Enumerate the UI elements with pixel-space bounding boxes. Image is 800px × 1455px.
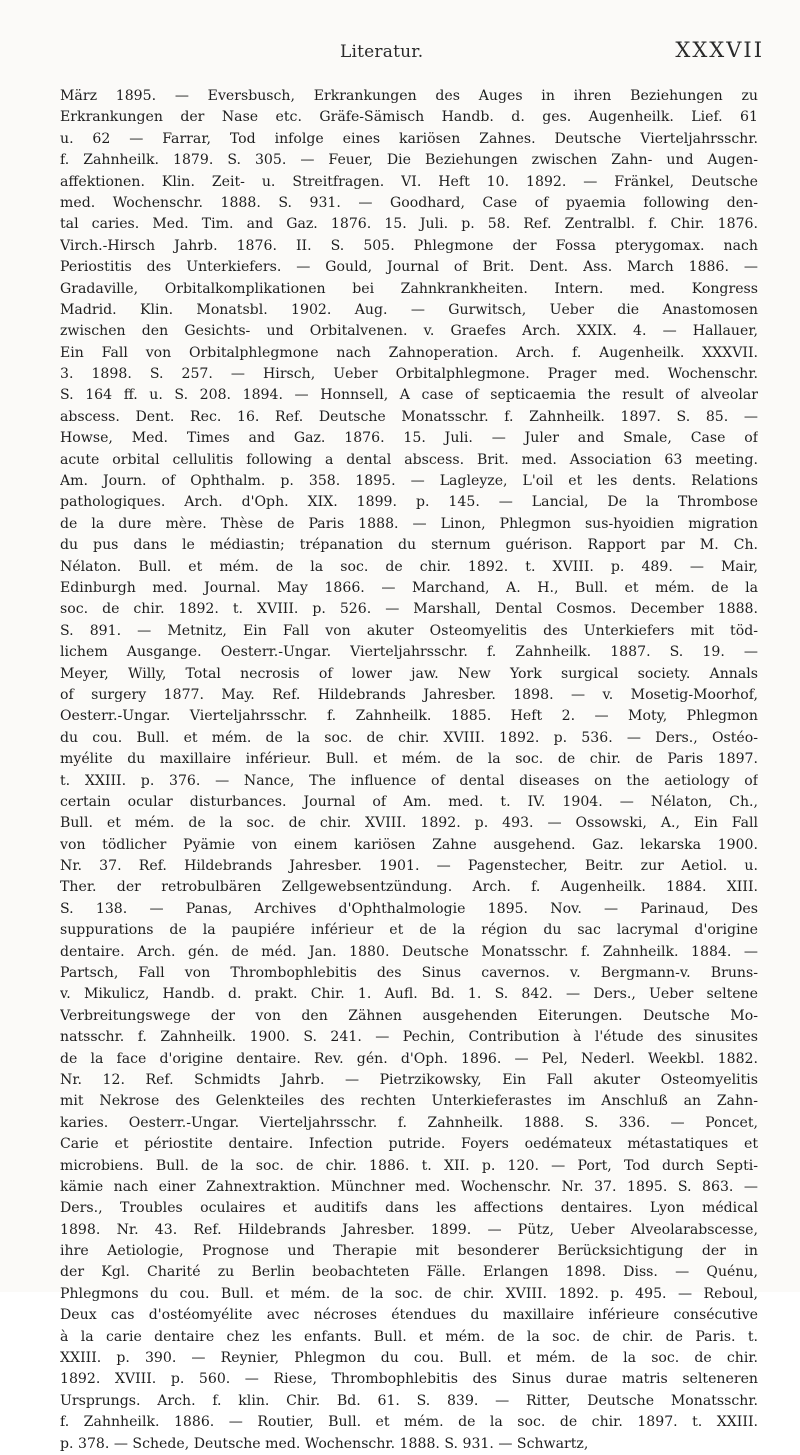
text-line: karies. Oesterr.-Ungar. Vierteljahrsschr. f. Zahnheilk. 1888. S. 336. — Poncet, [60,1114,758,1131]
text-line: Nélaton. Bull. et mém. de la soc. de chir. 1892. t. XVIII. p. 489. — Mair, [60,558,758,575]
text-line: affektionen. Klin. Zeit- u. Streitfragen. VI. Heft 10. 1892. — Fränkel, Deutsche [60,173,758,190]
text-line: Am. Journ. of Ophthalm. p. 358. 1895. — Lagleyze, L'oil et les dents. Relations [60,473,758,490]
text-line: de la dure mère. Thèse de Paris 1888. — Linon, Phlegmon sus-hyoidien migration [60,515,758,532]
text-line: Ursprungs. Arch. f. klin. Chir. Bd. 61. S. 839. — Ritter, Deutsche Monatsschr. [60,1392,758,1409]
text-line: p. 378. — Schede, Deutsche med. Wochenschr. 1888. S. 931. — Schwartz, [60,1435,589,1452]
text-line: Madrid. Klin. Monatsbl. 1902. Aug. — Gurwitsch, Ueber die Anastomosen [60,301,758,318]
text-line: Deux cas d'ostéomyélite avec nécroses étendues du maxillaire inférieure consécutive [60,1307,758,1324]
page-header [0,36,800,66]
text-line: von tödlicher Pyämie von einem kariösen Zahne ausgehend. Gaz. lekarska 1900. [60,836,758,853]
text-line: S. 138. — Panas, Archives d'Ophthalmologie 1895. Nov. — Parinaud, Des [60,900,758,917]
text-line: microbiens. Bull. de la soc. de chir. 1886. t. XII. p. 120. — Port, Tod durch Septi- [60,1157,758,1174]
text-line: Carie et périostite dentaire. Infection putride. Foyers oedémateux métastatiques et [60,1136,758,1153]
text-line: dentaire. Arch. gén. de méd. Jan. 1880. Deutsche Monatsschr. f. Zahnheilk. 1884. — [60,943,758,960]
page-number: XXXVII [675,38,764,62]
text-line: pathologiques. Arch. d'Oph. XIX. 1899. p. 145. — Lancial, De la Thrombose [60,494,758,511]
text-line: zwischen den Gesichts- und Orbitalvenen. v. Graefes Arch. XXIX. 4. — Hallauer, [60,323,758,340]
text-line: med. Wochenschr. 1888. S. 931. — Goodhard, Case of pyaemia following den- [60,194,758,211]
text-line: Nr. 37. Ref. Hildebrands Jahresber. 1901. — Pagenstecher, Beitr. zur Aetiol. u. [60,858,758,875]
text-line: f. Zahnheilk. 1879. S. 305. — Feuer, Die Beziehungen zwischen Zahn- und Augen- [60,152,758,169]
text-line: acute orbital cellulitis following a dental abscess. Brit. med. Association 63 meeting. [60,451,758,468]
text-line: à la carie dentaire chez les enfants. Bull. et mém. de la soc. de chir. de Paris. t. [60,1328,758,1345]
text-line: Howse, Med. Times and Gaz. 1876. 15. Juli. — Juler and Smale, Case of [60,430,758,447]
running-title: Literatur. [340,42,424,62]
text-line: Ein Fall von Orbitalphlegmone nach Zahnoperation. Arch. f. Augenheilk. XXXVII. [60,344,758,361]
text-line: Periostitis des Unterkiefers. — Gould, Journal of Brit. Dent. Ass. March 1886. — [60,259,758,276]
text-line: Verbreitungswege der von den Zähnen ausgehenden Eiterungen. Deutsche Mo- [60,1007,758,1024]
text-line: der Kgl. Charité zu Berlin beobachteten Fälle. Erlangen 1898. Diss. — Quénu, [60,1264,758,1281]
text-line: f. Zahnheilk. 1886. — Routier, Bull. et mém. de la soc. de chir. 1897. t. XXIII. [60,1414,758,1431]
text-line: de la face d'origine dentaire. Rev. gén. d'Oph. 1896. — Pel, Nederl. Weekbl. 1882. [60,1050,758,1067]
text-line: 1892. XVIII. p. 560. — Riese, Thrombophlebitis des Sinus durae matris selteneren [60,1371,758,1388]
text-line: Ders., Troubles oculaires et auditifs dans les affections dentaires. Lyon médical [60,1200,758,1217]
text-line: März 1895. — Eversbusch, Erkrankungen des Auges in ihren Beziehungen zu [60,88,758,104]
text-line: Bull. et mém. de la soc. de chir. XVIII. 1892. p. 493. — Ossowski, A., Ein Fall [60,815,758,832]
text-line: mit Nekrose des Gelenkteiles des rechten Unterkieferastes im Anschluß an Zahn- [60,1093,758,1110]
text-line: du cou. Bull. et mém. de la soc. de chir. XVIII. 1892. p. 536. — Ders., Ostéo- [60,729,758,746]
text-line: of surgery 1877. May. Ref. Hildebrands Jahresber. 1898. — v. Mosetig-Moorhof, [60,686,758,703]
text-line: suppurations de la paupiére inférieur et de la région du sac lacrymal d'origine [60,922,758,939]
text-line: S. 891. — Metnitz, Ein Fall von akuter Osteomyelitis des Unterkiefers mit töd- [60,622,758,639]
text-line: Nr. 12. Ref. Schmidts Jahrb. — Pietrzikowsky, Ein Fall akuter Osteomyelitis [60,1071,758,1088]
text-line: Edinburgh med. Journal. May 1866. — Marchand, A. H., Bull. et mém. de la [60,579,758,596]
text-line: Gradaville, Orbitalkomplikationen bei Zahnkrankheiten. Intern. med. Kongress [60,280,758,297]
text-line: u. 62 — Farrar, Tod infolge eines kariösen Zahnes. Deutsche Vierteljahrsschr. [60,130,758,147]
text-line: ihre Aetiologie, Prognose und Therapie mit besonderer Berücksichtigung der in [60,1243,758,1260]
text-line: du pus dans le médiastin; trépanation du sternum guérison. Rapport par M. Ch. [60,537,758,554]
text-line: soc. de chir. 1892. t. XVIII. p. 526. — Marshall, Dental Cosmos. December 1888. [60,601,758,618]
text-line: Virch.-Hirsch Jahrb. 1876. II. S. 505. Phlegmone der Fossa pterygomax. nach [60,237,758,254]
text-line: certain ocular disturbances. Journal of Am. med. t. IV. 1904. — Nélaton, Ch., [60,793,758,810]
text-line: 3. 1898. S. 257. — Hirsch, Ueber Orbitalphlegmone. Prager med. Wochenschr. [60,366,758,383]
text-line: tal caries. Med. Tim. and Gaz. 1876. 15. Juli. p. 58. Ref. Zentralbl. f. Chir. 1876. [60,216,758,233]
text-line: S. 164 ff. u. S. 208. 1894. — Honnsell, A case of septicaemia the result of alveolar [60,387,758,404]
text-line: abscess. Dent. Rec. 16. Ref. Deutsche Monatsschr. f. Zahnheilk. 1897. S. 85. — [60,408,758,425]
text-line: natsschr. f. Zahnheilk. 1900. S. 241. — Pechin, Contribution à l'étude des sinusites [60,1029,758,1046]
text-line: Oesterr.-Ungar. Vierteljahrsschr. f. Zahnheilk. 1885. Heft 2. — Moty, Phlegmon [60,708,758,725]
text-line: kämie nach einer Zahnextraktion. Münchner med. Wochenschr. Nr. 37. 1895. S. 863. — [60,1178,758,1195]
text-line: Meyer, Willy, Total necrosis of lower jaw. New York surgical society. Annals [60,665,758,682]
text-line: v. Mikulicz, Handb. d. prakt. Chir. 1. Aufl. Bd. 1. S. 842. — Ders., Ueber seltene [60,986,758,1003]
text-line: Partsch, Fall von Thrombophlebitis des Sinus cavernos. v. Bergmann-v. Bruns- [60,965,758,982]
text-line: 1898. Nr. 43. Ref. Hildebrands Jahresber. 1899. — Pütz, Ueber Alveolarabscesse, [60,1221,758,1238]
text-line: XXIII. p. 390. — Reynier, Phlegmon du cou. Bull. et mém. de la soc. de chir. [60,1350,758,1367]
text-line: myélite du maxillaire inférieur. Bull. et mém. de la soc. de chir. de Paris 1897. [60,751,758,768]
text-line: lichem Ausgange. Oesterr.-Ungar. Vierteljahrsschr. f. Zahnheilk. 1887. S. 19. — [60,644,758,661]
text-line: Phlegmons du cou. Bull. et mém. de la soc. de chir. XVIII. 1892. p. 495. — Reboul, [60,1285,758,1302]
text-line: Erkrankungen der Nase etc. Gräfe-Sämisch Handb. d. ges. Augenheilk. Lief. 61 [60,109,758,126]
text-line: Ther. der retrobulbären Zellgewebsentzündung. Arch. f. Augenheilk. 1884. XIII. [60,879,758,896]
bibliography-text [60,86,758,1455]
text-line: t. XXIII. p. 376. — Nance, The influence of dental diseases on the aetiology of [60,772,758,789]
